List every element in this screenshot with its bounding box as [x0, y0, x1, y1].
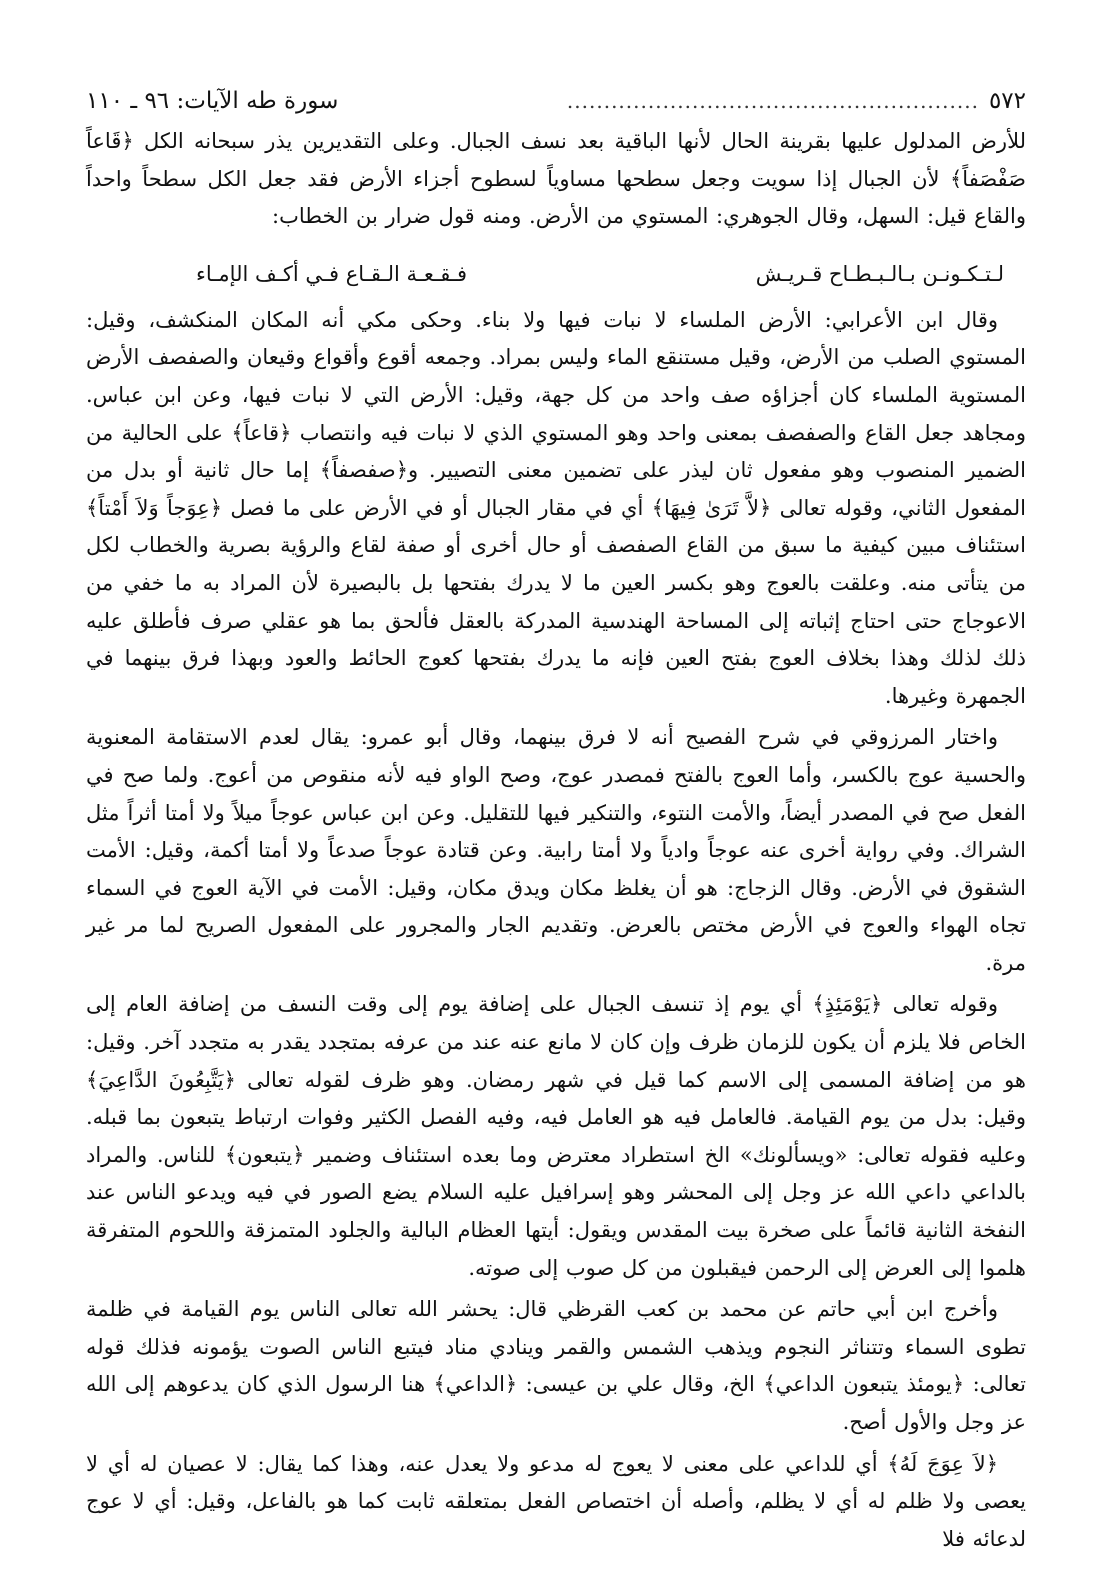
paragraph-6: ﴿لاَ عِوَجَ لَهُ﴾ أي للداعي على معنى لا يعوج له مدعو ولا يعدل عنه، وهذا كما يقال: لا عصيان له أي لا يعصى ولا ظلم له أي لا يظلم، وأصله أن اختصاص الفعل بمتعلقه ثابت كما هو بالفاعل، وقيل: أي لا عوج لدعائه فلا	[86, 1451, 1026, 1551]
paragraph-5: وأخرج ابن أبي حاتم عن محمد بن كعب القرظي قال: يحشر الله تعالى الناس يوم القيامة في ظلمة تطوى السماء وتتناثر النجوم ويذهب الشمس والقمر وينادي مناد فيتبع الناس الصوت يؤمونه فذلك قوله تعالى: ﴿يومئذ يتبعون الداعي﴾ الخ، وقال علي بن عيسى: ﴿الداعي﴾ هنا الرسول الذي كان يدعوهم إلى الله عز وجل والأول أصح.	[86, 1297, 1026, 1434]
poetry-verse	[196, 254, 1004, 294]
paragraph-1: للأرض المدلول عليها بقرينة الحال لأنها الباقية بعد نسف الجبال. وعلى التقديرين يذر سبحانه الكل ﴿قَاعاً صَفْصَفاً﴾ لأن الجبال إذا سويت وجعل سطحها مساوياً لسطوح أجزاء الأرض فقد جعل الكل سطحاً واحداً والقاع قيل: السهل، وقال الجوهري: المستوي من الأرض. ومنه قول ضرار بن الخطاب:	[86, 129, 1026, 229]
header-leader-dots: ........................................................	[566, 89, 979, 113]
header-title-group	[567, 86, 1026, 116]
paragraph-2: وقال ابن الأعرابي: الأرض الملساء لا نبات فيها ولا بناء. وحكى مكي أنه المكان المنكشف، وقيل: المستوي الصلب من الأرض، وقيل مستنقع الماء وليس بمراد. وجمعه أقوع وأقواع وقيعان والصفصف الأرض المستوية الملساء كان أجزاؤه صف واحد من كل جهة، وقيل: الأرض التي لا نبات فيها، وعن ابن عباس. ومجاهد جعل القاع والصفصف بمعنى واحد وهو المستوي الذي لا نبات فيه وانتصاب ﴿قاعاً﴾ على الحالية من الضمير المنصوب وهو مفعول ثان ليذر على تضمين معنى التصيير. و﴿صفصفاً﴾ إما حال ثانية أو بدل من المفعول الثاني، وقوله تعالى ﴿لاَّ تَرَىٰ فِيهَا﴾ أي في مقار الجبال أو في الأرض على ما فصل ﴿عِوَجاً وَلاَ أَمْتاً﴾ استئناف مبين كيفية ما سبق من القاع الصفصف أو حال أخرى أو صفة لقاع والرؤية بصرية والخطاب لكل من يتأتى منه. وعلقت بالعوج وهو بكسر العين ما لا يدرك بفتحها بل بالبصيرة لأن المراد به ما خفي من الاعوجاج حتى احتاج إثباته إلى المساحة الهندسية المدركة بالعقل فألحق بما هو عقلي صرف فأطلق عليه ذلك لذلك وهذا بخلاف العوج بفتح العين فإنه ما يدرك بفتحها كعوج الحائط والعود وبهذا فرق بينهما في الجمهرة وغيرها.	[86, 307, 1026, 708]
paragraph-4: وقوله تعالى ﴿يَوْمَئِذٍ﴾ أي يوم إذ تنسف الجبال على إضافة يوم إلى وقت النسف من إضافة العام إلى الخاص فلا يلزم أن يكون للزمان ظرف وإن كان لا مانع عنه عند من عرفه بمتجدد يقدر به متجدد آخر. وقيل: هو من إضافة المسمى إلى الاسم كما قيل في شهر رمضان. وهو ظرف لقوله تعالى ﴿يَتَّبِعُونَ الدَّاعِيَ﴾ وقيل: بدل من يوم القيامة. فالعامل فيه هو العامل فيه، وفيه الفصل الكثير وفوات ارتباط يتبعون بما قبله. وعليه فقوله تعالى: «ويسألونك» الخ استطراد معترض وما بعده استئناف وضمير ﴿يتبعون﴾ للناس. والمراد بالداعي داعي الله عز وجل إلى المحشر وهو إسرافيل عليه السلام يضع الصور في فيه ويدعو الناس عند النفخة الثانية قائماً على صخرة بيت المقدس ويقول: أيتها العظام البالية والجلود المتمزقة واللحوم المتفرقة هلموا إلى العرض إلى الرحمن فيقبلون من كل صوب إلى صوته.	[86, 992, 1026, 1280]
verse-second-hemistich: لـتـكـونـن بـالـبـطـاح قـريـش	[755, 261, 1004, 286]
book-page	[86, 86, 1026, 1558]
chapter-title: سورة طه الآيات: ٩٦ ـ ١١٠	[86, 88, 339, 114]
running-header	[86, 86, 1026, 117]
verse-first-hemistich: فـقـعـة الـقـاع فـي أكـف الإمـاء	[196, 261, 468, 286]
page-number: ٥٧٢	[988, 88, 1026, 114]
paragraph-3: واختار المرزوقي في شرح الفصيح أنه لا فرق بينهما، وقال أبو عمرو: يقال لعدم الاستقامة المعنوية والحسية عوج بالكسر، وأما العوج بالفتح فمصدر عوج، وصح الواو فيه لأنه منقوص من أعوج. ولما صح في الفعل صح في المصدر أيضاً، والأمت النتوء، والتنكير فيها للتقليل. وعن ابن عباس عوجاً ميلاً ولا أمتا أثراً مثل الشراك. وفي رواية أخرى عنه عوجاً وادياً ولا أمتا رابية. وعن قتادة عوجاً صدعاً ولا أمتا أكمة، وقيل: الأمت الشقوق في الأرض. وقال الزجاج: هو أن يغلظ مكان ويدق مكان، وقيل: الأمت في الآية العوج في السماء تجاه الهواء والعوج في الأرض مختص بالعرض. وتقديم الجار والمجرور على المفعول الصريح لما مر غير مرة.	[86, 725, 1026, 975]
